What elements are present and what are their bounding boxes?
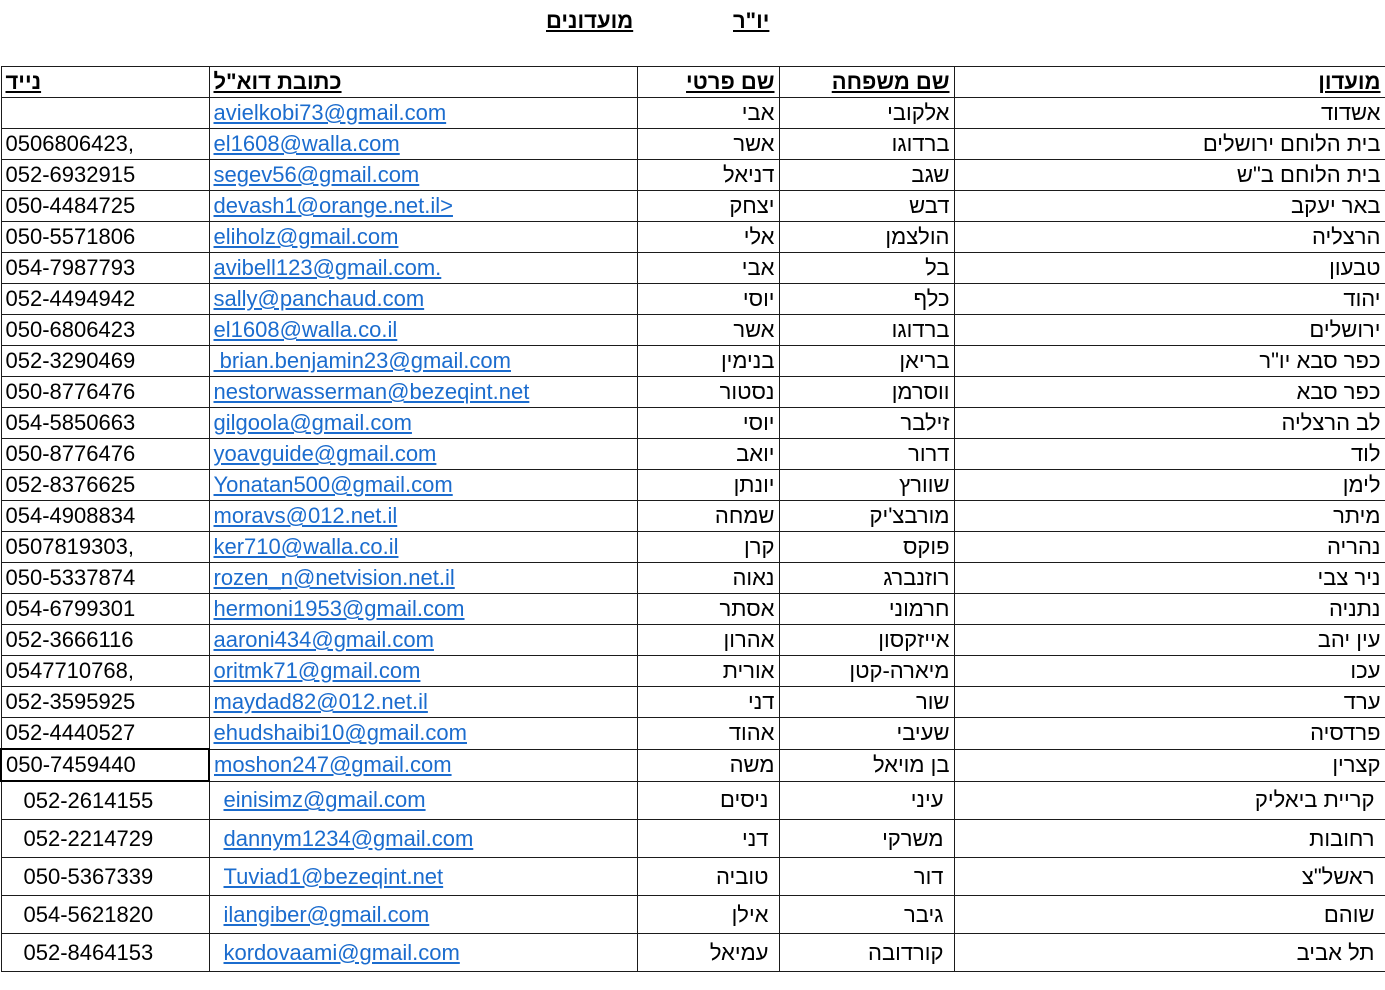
email-link[interactable]: moshon247@gmail.com: [214, 752, 452, 777]
header-club: מועדון: [954, 67, 1385, 98]
first-name-cell: אהוד: [637, 718, 779, 750]
table-row: [1, 896, 1385, 934]
email-cell: [209, 253, 637, 284]
mobile-cell: 050-7459440: [1, 749, 209, 781]
email-cell: [209, 129, 637, 160]
table-row: [1, 563, 1385, 594]
email-link[interactable]: einisimz@gmail.com: [223, 787, 426, 813]
table-row: [1, 222, 1385, 253]
club-cell: לוד: [954, 439, 1385, 470]
family-name-cell: בל: [779, 253, 954, 284]
contacts-table: [0, 66, 1385, 972]
table-row: [1, 625, 1385, 656]
email-cell: [209, 377, 637, 408]
email-cell: [209, 858, 637, 896]
table-row: [1, 501, 1385, 532]
family-name-cell: מורבצ'יק: [779, 501, 954, 532]
first-name-cell: יואב: [637, 439, 779, 470]
table-row: [1, 408, 1385, 439]
email-link[interactable]: segev56@gmail.com: [213, 162, 420, 187]
mobile-cell: 052-3666116: [1, 625, 209, 656]
first-name-cell: אלי: [637, 222, 779, 253]
email-cell: [209, 625, 637, 656]
club-cell: הרצליה: [954, 222, 1385, 253]
email-link[interactable]: rozen_n@netvision.net.il: [213, 565, 455, 590]
table-row: [1, 858, 1385, 896]
mobile-cell: 050-5571806: [1, 222, 209, 253]
family-name-cell: אלקובי: [779, 98, 954, 129]
family-name-cell: עיני: [779, 781, 954, 820]
family-name-cell: מיארה-קטן: [779, 656, 954, 687]
mobile-cell: 052-3595925: [1, 687, 209, 718]
email-link[interactable]: el1608@walla.co.il: [213, 317, 398, 342]
header-row: [1, 67, 1385, 98]
mobile-cell: 052-2214729: [1, 820, 209, 858]
header-mobile: נייד: [1, 67, 209, 98]
first-name-cell: יוסי: [637, 408, 779, 439]
family-name-cell: ווסרמן: [779, 377, 954, 408]
family-name-cell: בריאן: [779, 346, 954, 377]
mobile-cell: 052-8376625: [1, 470, 209, 501]
club-cell: רחובות: [954, 820, 1385, 858]
club-cell: לב הרצליה: [954, 408, 1385, 439]
email-cell: [209, 191, 637, 222]
email-link[interactable]: yoavguide@gmail.com: [213, 441, 437, 466]
first-name-cell: עמיאל: [637, 934, 779, 972]
table-row: [1, 129, 1385, 160]
email-cell: [209, 820, 637, 858]
table-row: [1, 346, 1385, 377]
club-cell: באר יעקב: [954, 191, 1385, 222]
table-row: [1, 470, 1385, 501]
first-name-cell: שמחה: [637, 501, 779, 532]
club-cell: פרדסיה: [954, 718, 1385, 750]
mobile-cell: 054-5850663: [1, 408, 209, 439]
table-row: [1, 253, 1385, 284]
family-name-cell: דרור: [779, 439, 954, 470]
table-row: [1, 687, 1385, 718]
first-name-cell: טוביה: [637, 858, 779, 896]
club-cell: שוהם: [954, 896, 1385, 934]
mobile-cell: 052-3290469: [1, 346, 209, 377]
mobile-cell: [1, 98, 209, 129]
table-row: [1, 284, 1385, 315]
table-row: [1, 98, 1385, 129]
email-cell: [209, 315, 637, 346]
email-link[interactable]: kordovaami@gmail.com: [223, 939, 460, 965]
first-name-cell: יונתן: [637, 470, 779, 501]
header-family-name: שם משפחה: [779, 67, 954, 98]
club-cell: נתניה: [954, 594, 1385, 625]
family-name-cell: שעיבי: [779, 718, 954, 750]
family-name-cell: שור: [779, 687, 954, 718]
first-name-cell: נאוה: [637, 563, 779, 594]
club-cell: נהריה: [954, 532, 1385, 563]
mobile-cell: 050-6806423: [1, 315, 209, 346]
mobile-cell: 0506806423,: [1, 129, 209, 160]
club-cell: אשדוד: [954, 98, 1385, 129]
mobile-cell: 052-2614155: [1, 781, 209, 820]
email-link[interactable]: moravs@012.net.il: [213, 503, 398, 528]
family-name-cell: משרקי: [779, 820, 954, 858]
family-name-cell: כלף: [779, 284, 954, 315]
email-link[interactable]: devash1@orange.net.il>: [213, 193, 453, 218]
email-cell: [209, 781, 637, 820]
email-link[interactable]: aaroni434@gmail.com: [213, 627, 434, 652]
table-row: [1, 439, 1385, 470]
family-name-cell: דבש: [779, 191, 954, 222]
table-row: [1, 594, 1385, 625]
first-name-cell: דני: [637, 820, 779, 858]
first-name-cell: אשר: [637, 129, 779, 160]
mobile-cell: 054-4908834: [1, 501, 209, 532]
mobile-cell: 054-5621820: [1, 896, 209, 934]
club-cell: טבעון: [954, 253, 1385, 284]
email-cell: [209, 896, 637, 934]
email-link[interactable]: ehudshaibi10@gmail.com: [213, 720, 467, 746]
club-cell: בית הלוחם ירושלים: [954, 129, 1385, 160]
mobile-cell: 0547710768,: [1, 656, 209, 687]
family-name-cell: רוזנברג: [779, 563, 954, 594]
email-cell: [209, 470, 637, 501]
family-name-cell: חרמוני: [779, 594, 954, 625]
club-cell: עכו: [954, 656, 1385, 687]
table-row: [1, 160, 1385, 191]
header-email: כתובת דוא"ל: [209, 67, 637, 98]
mobile-cell: 052-4494942: [1, 284, 209, 315]
table-row: [1, 934, 1385, 972]
club-cell: תל אביב: [954, 934, 1385, 972]
club-cell: יהוד: [954, 284, 1385, 315]
email-link[interactable]: el1608@walla.com: [213, 131, 400, 156]
mobile-cell: 052-6932915: [1, 160, 209, 191]
email-link[interactable]: avibell123@gmail.com.: [213, 255, 442, 280]
first-name-cell: אורית: [637, 656, 779, 687]
page-title-chair: יו"ר: [733, 8, 770, 33]
club-cell: בית הלוחם ב"ש: [954, 160, 1385, 191]
email-cell: [209, 718, 637, 750]
email-link[interactable]: eliholz@gmail.com: [213, 224, 399, 249]
club-cell: ראשל"צ: [954, 858, 1385, 896]
mobile-cell: 054-6799301: [1, 594, 209, 625]
email-link[interactable]: oritmk71@gmail.com: [213, 658, 421, 683]
mobile-cell: 050-8776476: [1, 439, 209, 470]
mobile-cell: 050-8776476: [1, 377, 209, 408]
family-name-cell: אייזקסון: [779, 625, 954, 656]
family-name-cell: ברדוגו: [779, 129, 954, 160]
first-name-cell: אבי: [637, 98, 779, 129]
first-name-cell: בנימין: [637, 346, 779, 377]
email-cell: [209, 594, 637, 625]
family-name-cell: דור: [779, 858, 954, 896]
table-row: [1, 656, 1385, 687]
header-first-name: שם פרטי: [637, 67, 779, 98]
family-name-cell: שוורץ: [779, 470, 954, 501]
email-link[interactable]: dannym1234@gmail.com: [223, 825, 474, 851]
email-cell: [209, 222, 637, 253]
email-cell: [209, 160, 637, 191]
family-name-cell: קורדובה: [779, 934, 954, 972]
email-cell: [209, 749, 637, 781]
first-name-cell: יוסי: [637, 284, 779, 315]
email-cell: [209, 563, 637, 594]
club-cell: עין יהב: [954, 625, 1385, 656]
club-cell: כפר סבא: [954, 377, 1385, 408]
email-link[interactable]: brian.benjamin23@gmail.com: [213, 348, 511, 373]
table-row: [1, 820, 1385, 858]
email-link[interactable]: Yonatan500@gmail.com: [213, 472, 453, 497]
family-name-cell: זילבר: [779, 408, 954, 439]
email-link[interactable]: ker710@walla.co.il: [213, 534, 399, 559]
email-cell: [209, 934, 637, 972]
page-title-clubs: מועדונים: [546, 8, 634, 33]
email-cell: [209, 408, 637, 439]
email-cell: [209, 656, 637, 687]
email-cell: [209, 346, 637, 377]
mobile-cell: 054-7987793: [1, 253, 209, 284]
title-bar: [0, 0, 1385, 66]
mobile-cell: 050-5367339: [1, 858, 209, 896]
first-name-cell: אבי: [637, 253, 779, 284]
family-name-cell: פוקס: [779, 532, 954, 563]
family-name-cell: שגב: [779, 160, 954, 191]
mobile-cell: 050-4484725: [1, 191, 209, 222]
email-link[interactable]: ilangiber@gmail.com: [223, 901, 430, 927]
first-name-cell: יצחק: [637, 191, 779, 222]
first-name-cell: קרן: [637, 532, 779, 563]
email-link[interactable]: nestorwasserman@bezeqint.net: [213, 379, 530, 404]
table-row: [1, 377, 1385, 408]
family-name-cell: בן מויאל: [779, 749, 954, 781]
table-row: [1, 315, 1385, 346]
first-name-cell: אהרון: [637, 625, 779, 656]
email-link[interactable]: hermoni1953@gmail.com: [213, 596, 465, 621]
first-name-cell: דניאל: [637, 160, 779, 191]
table-row: [1, 781, 1385, 820]
first-name-cell: ניסים: [637, 781, 779, 820]
club-cell: קריית ביאליק: [954, 781, 1385, 820]
mobile-cell: 052-4440527: [1, 718, 209, 750]
club-cell: כפר סבא יו"ר: [954, 346, 1385, 377]
email-link[interactable]: maydad82@012.net.il: [213, 689, 428, 714]
first-name-cell: אשר: [637, 315, 779, 346]
table-body: [1, 98, 1385, 972]
email-link[interactable]: avielkobi73@gmail.com: [213, 100, 447, 125]
mobile-cell: 0507819303,: [1, 532, 209, 563]
email-cell: [209, 687, 637, 718]
email-link[interactable]: Tuviad1@bezeqint.net: [223, 863, 444, 889]
email-cell: [209, 501, 637, 532]
first-name-cell: דני: [637, 687, 779, 718]
email-cell: [209, 439, 637, 470]
family-name-cell: ברדוגו: [779, 315, 954, 346]
email-link[interactable]: sally@panchaud.com: [213, 286, 425, 311]
first-name-cell: אסתר: [637, 594, 779, 625]
club-cell: לימן: [954, 470, 1385, 501]
first-name-cell: אילן: [637, 896, 779, 934]
table-row: [1, 532, 1385, 563]
mobile-cell: 052-8464153: [1, 934, 209, 972]
club-cell: ירושלים: [954, 315, 1385, 346]
email-cell: [209, 284, 637, 315]
club-cell: ניר צבי: [954, 563, 1385, 594]
table-row: [1, 191, 1385, 222]
table-row: [1, 749, 1385, 781]
first-name-cell: משה: [637, 749, 779, 781]
email-cell: [209, 532, 637, 563]
family-name-cell: הולצמן: [779, 222, 954, 253]
club-cell: ערד: [954, 687, 1385, 718]
club-cell: קצרין: [954, 749, 1385, 781]
mobile-cell: 050-5337874: [1, 563, 209, 594]
table-row: [1, 718, 1385, 750]
email-link[interactable]: gilgoola@gmail.com: [213, 410, 412, 435]
email-cell: [209, 98, 637, 129]
first-name-cell: נסטור: [637, 377, 779, 408]
family-name-cell: גיבר: [779, 896, 954, 934]
club-cell: מיתר: [954, 501, 1385, 532]
